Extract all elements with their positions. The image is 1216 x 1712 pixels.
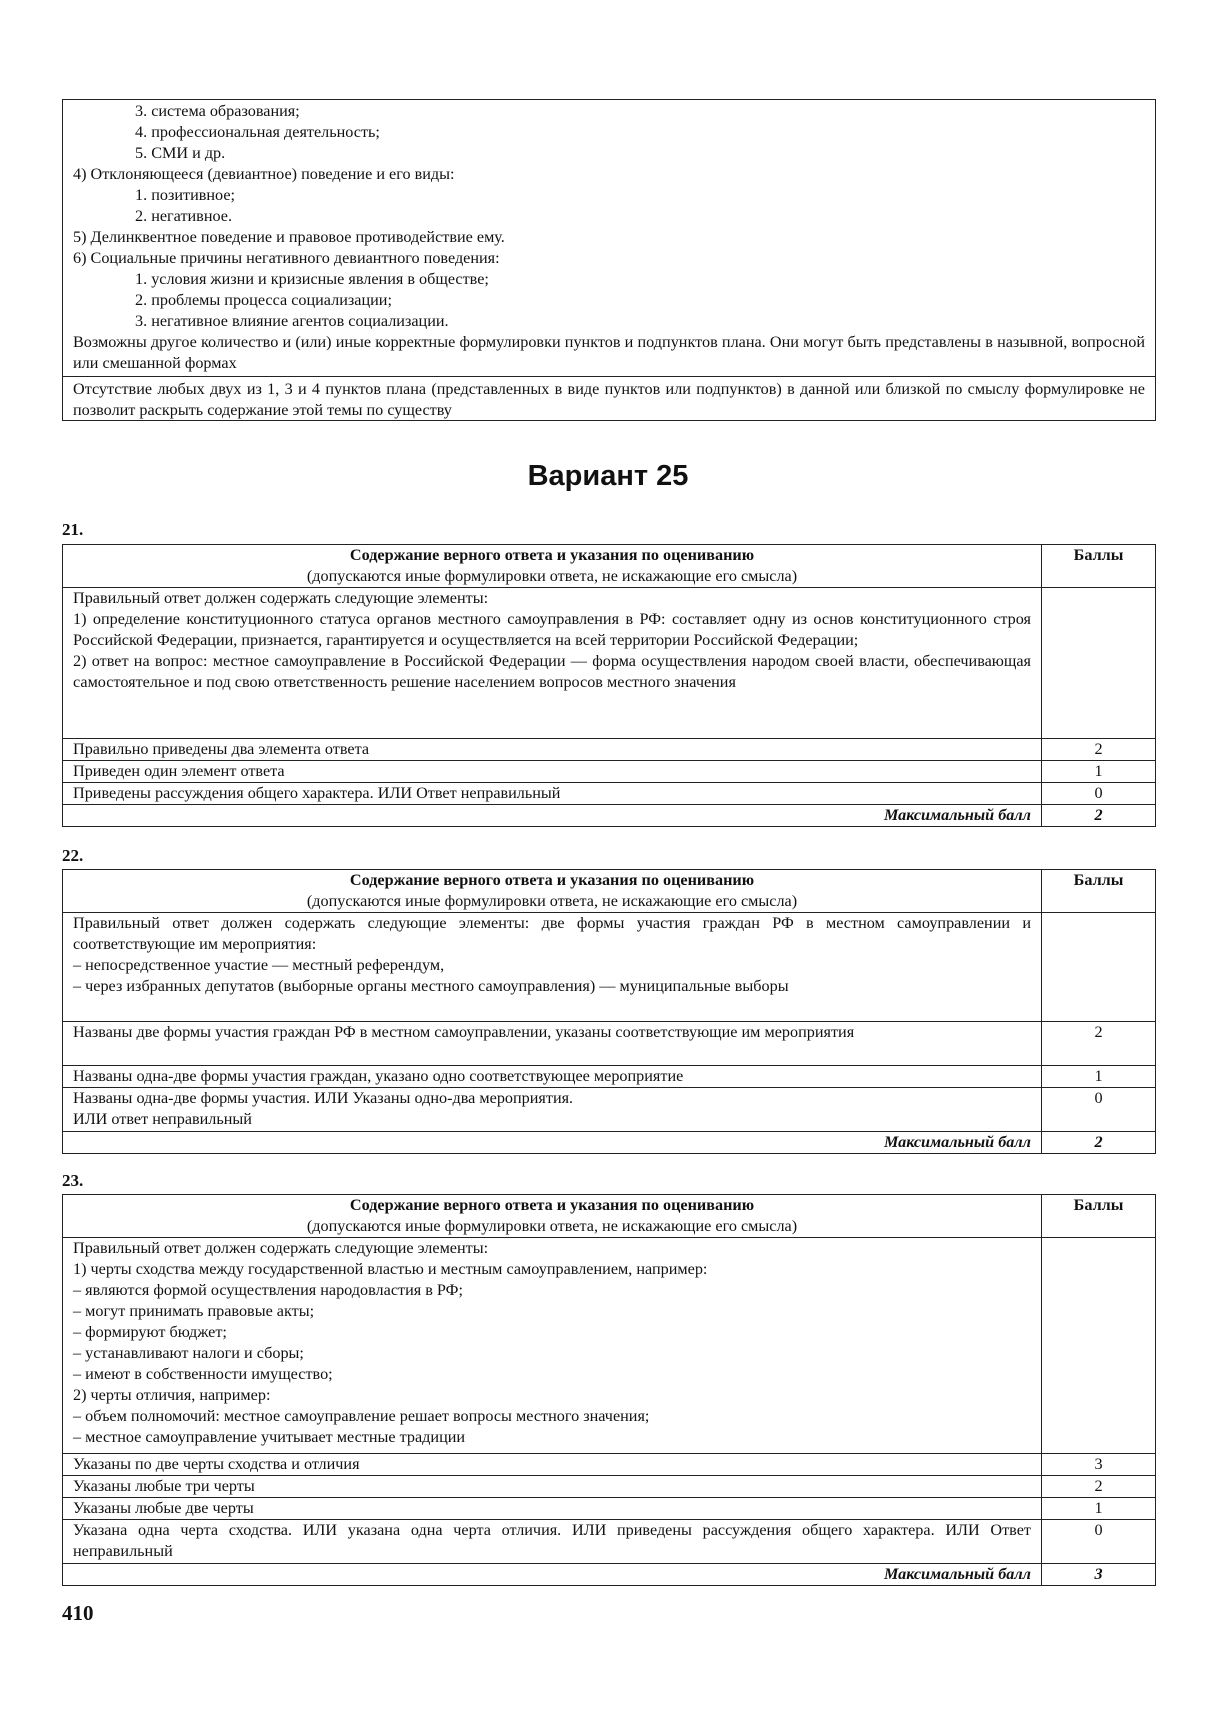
criterion-text: Указаны любые две черты — [63, 1498, 1042, 1520]
answer-line: – объем полномочий: местное самоуправление решает вопросы местного значения; — [73, 1407, 650, 1425]
question-number: 21. — [62, 520, 84, 539]
plan-note: Отсутствие любых двух из 1, 3 и 4 пунктов плана (представленных в виде пунктов или подпунктов) в данной или близкой по смыслу формулировке не позволит раскрыть содержание этой темы по существу — [63, 376, 1155, 422]
plan-line: 5) Делинквентное поведение и правовое противодействие ему. — [73, 228, 505, 246]
answer-line: – через избранных депутатов (выборные органы местного самоуправления) — муниципальные выборы — [73, 977, 789, 995]
plan-line: 5. СМИ и др. — [135, 144, 226, 162]
criterion-points: 0 — [1042, 1088, 1156, 1132]
criteria-table-22 — [62, 869, 1156, 1154]
answer-line: Правильный ответ должен содержать следующие элементы: — [73, 589, 489, 607]
criterion-text: Указаны по две черты сходства и отличия — [63, 1454, 1042, 1476]
header-title: Содержание верного ответа и указания по оцениванию — [349, 871, 755, 889]
answer-line: 1) определение конституционного статуса органов местного самоуправления в РФ: составляет одну из основ конституционного строя Российской Федерации, признается, гарантируется и осуществляется на всей территории Российской Федерации; — [73, 610, 1031, 649]
criterion-text: Названы две формы участия граждан РФ в местном самоуправлении, указаны соответствующие им мероприятия — [63, 1022, 1042, 1066]
header-subtitle: (допускаются иные формулировки ответа, не искажающие его смысла) — [306, 892, 798, 910]
points-header: Баллы — [1042, 1195, 1156, 1238]
answer-line: 1) черты сходства между государственной властью и местным самоуправлением, например: — [73, 1260, 708, 1278]
table-header-cell — [63, 870, 1042, 913]
answer-content — [63, 588, 1042, 739]
criterion-points: 1 — [1042, 761, 1156, 783]
plan-line: 4. профессиональная деятельность; — [135, 123, 380, 141]
criterion-text: Приведены рассуждения общего характера. ИЛИ Ответ неправильный — [63, 783, 1042, 805]
variant-title: Вариант 25 — [527, 460, 689, 492]
max-score-value: 3 — [1042, 1564, 1156, 1586]
answer-line: – устанавливают налоги и сборы; — [73, 1344, 304, 1362]
answer-line: Правильный ответ должен содержать следующие элементы: две формы участия граждан РФ в местном самоуправлении и соответствующие им мероприятия: — [73, 914, 1031, 953]
criteria-table-21 — [62, 544, 1156, 827]
max-score-label: Максимальный балл — [63, 805, 1042, 827]
answer-line: – местное самоуправление учитывает местные традиции — [73, 1428, 466, 1446]
criterion-points: 0 — [1042, 783, 1156, 805]
answer-content — [63, 1238, 1042, 1454]
plan-line: 2. проблемы процесса социализации; — [135, 291, 392, 309]
criterion-text: Приведен один элемент ответа — [63, 761, 1042, 783]
plan-line: 6) Социальные причины негативного девиантного поведения: — [73, 249, 500, 267]
answer-line: – являются формой осуществления народовластия в РФ; — [73, 1281, 463, 1299]
answer-line: 2) черты отличия, например: — [73, 1386, 271, 1404]
criterion-points: 1 — [1042, 1498, 1156, 1520]
criteria-table-23 — [62, 1194, 1156, 1586]
header-subtitle: (допускаются иные формулировки ответа, не искажающие его смысла) — [306, 1217, 798, 1235]
table-header-cell — [63, 1195, 1042, 1238]
plan-line: 4) Отклоняющееся (девиантное) поведение и его виды: — [73, 165, 455, 183]
plan-line: 1. позитивное; — [135, 186, 236, 204]
max-score-value: 2 — [1042, 805, 1156, 827]
criterion-points: 2 — [1042, 739, 1156, 761]
plan-line: 1. условия жизни и кризисные явления в обществе; — [135, 270, 489, 288]
criterion-text: Названы одна-две формы участия граждан, указано одно соответствующее мероприятие — [63, 1066, 1042, 1088]
points-header: Баллы — [1042, 545, 1156, 588]
header-title: Содержание верного ответа и указания по оцениванию — [349, 546, 755, 564]
points-header: Баллы — [1042, 870, 1156, 913]
plan-line: 3. негативное влияние агентов социализации. — [135, 312, 449, 330]
criterion-points: 1 — [1042, 1066, 1156, 1088]
question-number: 22. — [62, 846, 84, 865]
answer-line: – могут принимать правовые акты; — [73, 1302, 315, 1320]
criterion-text: Указана одна черта сходства. ИЛИ указана одна черта отличия. ИЛИ приведены рассуждения общего характера. ИЛИ Ответ неправильный — [63, 1520, 1042, 1564]
plan-line: 2. негативное. — [135, 207, 233, 225]
criterion-points: 2 — [1042, 1022, 1156, 1066]
table-header-cell — [63, 545, 1042, 588]
plan-alternatives-text: Возможны другое количество и (или) иные корректные формулировки пунктов и подпунктов плана. Они могут быть представлены в назывной, вопросной или смешанной формах — [73, 333, 1145, 372]
criterion-text: Названы одна-две формы участия. ИЛИ Указаны одно-два мероприятия. ИЛИ ответ неправильный — [63, 1088, 1042, 1132]
question-number: 23. — [62, 1171, 84, 1190]
answer-line: – непосредственное участие — местный референдум, — [73, 956, 445, 974]
criterion-points: 3 — [1042, 1454, 1156, 1476]
criterion-text: Правильно приведены два элемента ответа — [63, 739, 1042, 761]
max-score-label: Максимальный балл — [63, 1132, 1042, 1154]
answer-line: Правильный ответ должен содержать следующие элементы: — [73, 1239, 489, 1257]
header-title: Содержание верного ответа и указания по оцениванию — [349, 1196, 755, 1214]
plan-continuation-box — [62, 99, 1156, 421]
page-number: 410 — [62, 1601, 94, 1625]
answer-content — [63, 913, 1042, 1022]
answer-line: – имеют в собственности имущество; — [73, 1365, 333, 1383]
criterion-text: Указаны любые три черты — [63, 1476, 1042, 1498]
criterion-points: 2 — [1042, 1476, 1156, 1498]
max-score-label: Максимальный балл — [63, 1564, 1042, 1586]
answer-line: – формируют бюджет; — [73, 1323, 227, 1341]
plan-line: 3. система образования; — [135, 102, 300, 120]
plan-body — [63, 100, 1155, 376]
criterion-points: 0 — [1042, 1520, 1156, 1564]
max-score-value: 2 — [1042, 1132, 1156, 1154]
header-subtitle: (допускаются иные формулировки ответа, не искажающие его смысла) — [306, 567, 798, 585]
answer-line: 2) ответ на вопрос: местное самоуправление в Российской Федерации — форма осуществления народом своей власти, обеспечивающая самостоятельное и под свою ответственность решение населением вопросов местного значения — [73, 652, 1031, 691]
